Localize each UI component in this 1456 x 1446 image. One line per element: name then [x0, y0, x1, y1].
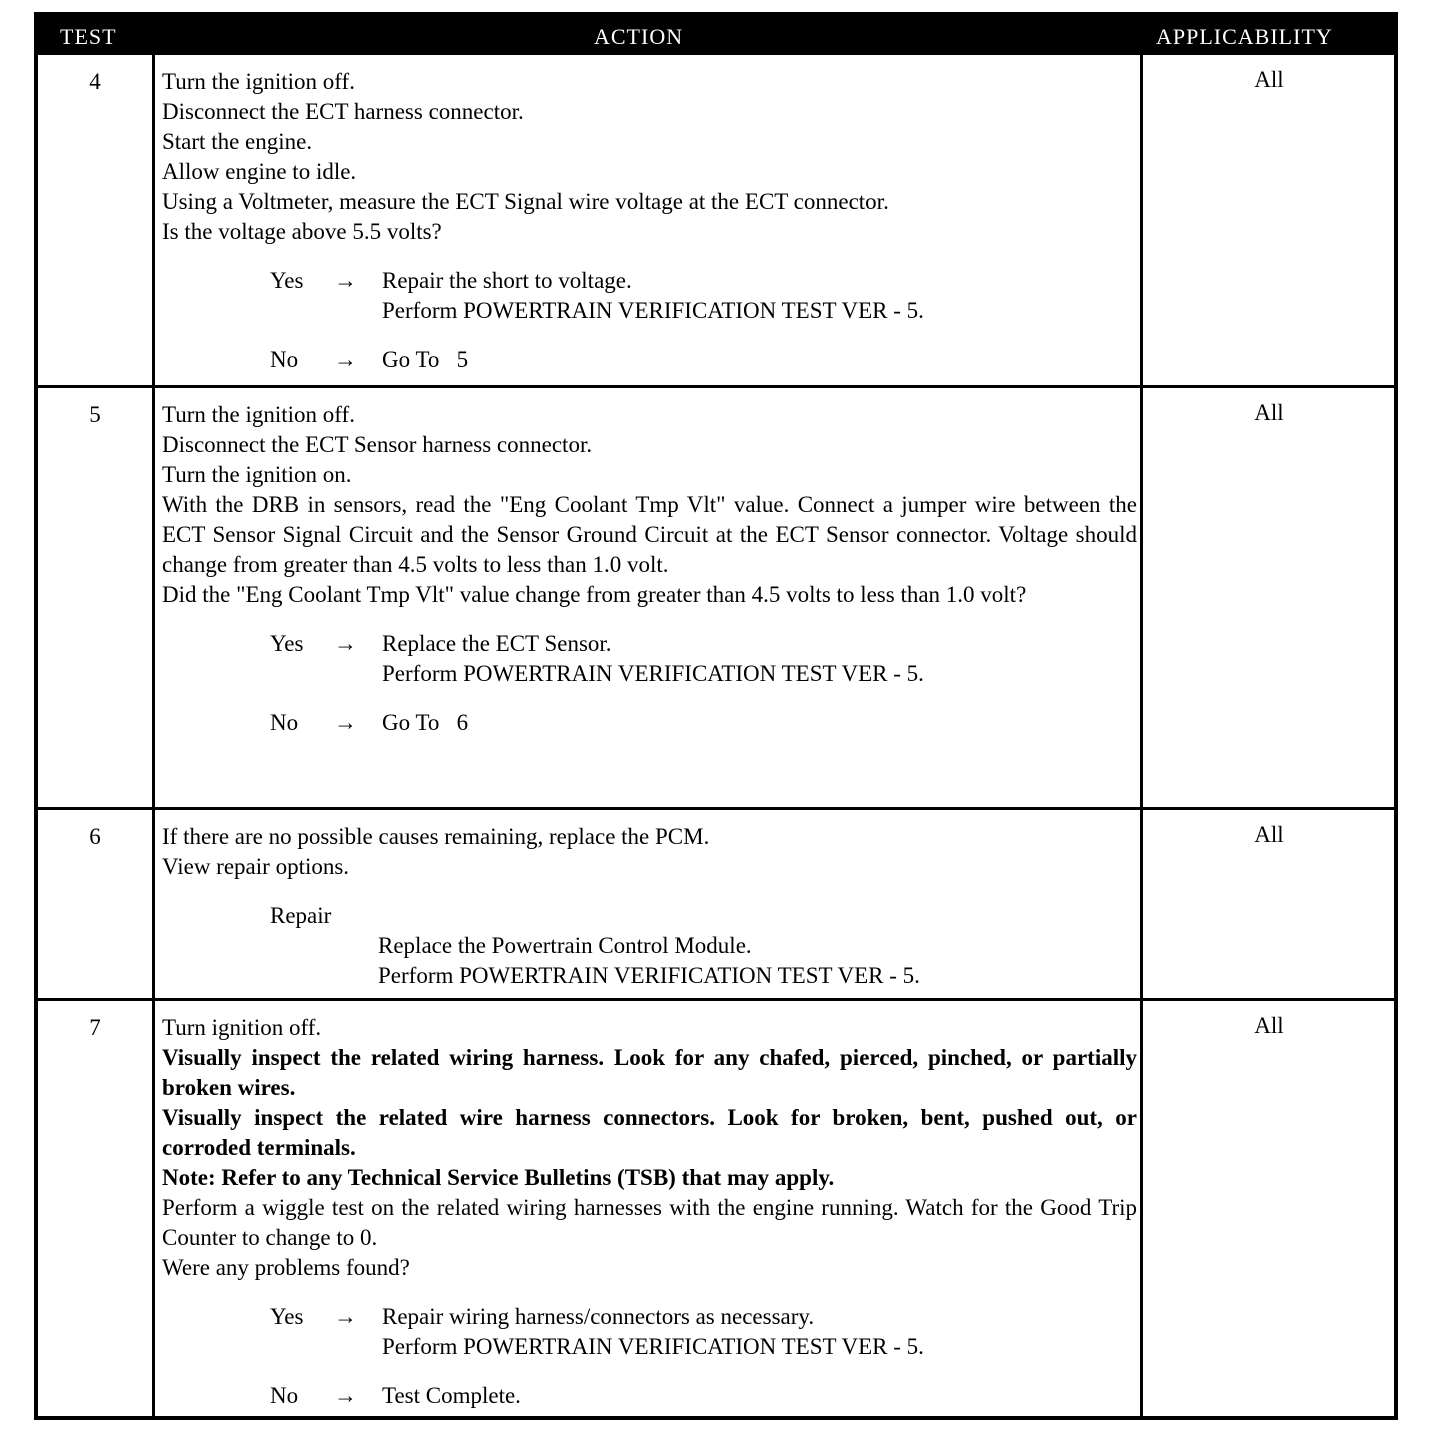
yes-action: Repair wiring harness/connectors as necessary. [382, 1304, 815, 1329]
applicability-cell: All [1254, 822, 1284, 847]
yes-action: Perform POWERTRAIN VERIFICATION TEST VER - 5. [382, 298, 924, 323]
repair-action: Replace the Powertrain Control Module. [378, 933, 752, 958]
action-cell [162, 1013, 1137, 1411]
table-row-test-7 [38, 998, 1394, 1420]
yes-label: Yes [270, 1304, 304, 1329]
arrow-icon: → [334, 1304, 357, 1329]
instruction-line: Turn the ignition off. [162, 69, 355, 94]
no-branch [162, 708, 1137, 738]
repair-action: Perform POWERTRAIN VERIFICATION TEST VER - 5. [378, 963, 920, 988]
instruction-line: Turn the ignition off. [162, 402, 355, 427]
bold-instruction: Visually inspect the related wire harness connectors. Look for broken, bent, pushed out, or corroded terminals. [162, 1105, 1137, 1160]
no-action: Go To [382, 347, 440, 372]
question-line: Were any problems found? [162, 1255, 410, 1280]
yes-action: Perform POWERTRAIN VERIFICATION TEST VER - 5. [382, 1334, 924, 1359]
repair-label: Repair [270, 903, 332, 928]
diagnostic-test-table [34, 12, 1398, 1420]
no-label: No [270, 1383, 299, 1408]
table-row-test-6 [38, 807, 1394, 998]
arrow-icon: → [334, 347, 357, 372]
applicability-cell: All [1254, 400, 1284, 425]
action-cell [162, 67, 1137, 375]
arrow-icon: → [334, 1383, 357, 1408]
instruction-line: Allow engine to idle. [162, 159, 357, 184]
yes-label: Yes [270, 268, 304, 293]
header-test: TEST [60, 24, 117, 49]
no-action: Go To [382, 710, 440, 735]
applicability-cell: All [1254, 67, 1284, 92]
instruction-line: Start the engine. [162, 129, 313, 154]
yes-branch [162, 629, 1137, 689]
table-header [38, 16, 1394, 55]
question-line: Did the "Eng Coolant Tmp Vlt" value change from greater than 4.5 volts to less than 1.0 volt? [162, 582, 1027, 607]
bold-note: Note: Refer to any Technical Service Bulletins (TSB) that may apply. [162, 1165, 835, 1190]
instruction-line: If there are no possible causes remaining, replace the PCM. [162, 824, 710, 849]
goto-target: 5 [456, 347, 469, 372]
action-cell [162, 400, 1137, 738]
instruction-paragraph: With the DRB in sensors, read the "Eng Coolant Tmp Vlt" value. Connect a jumper wire between the ECT Sensor Signal Circuit and the Sensor Ground Circuit at the ECT Sensor connector. Voltage should change from greater than 4.5 volts to less than 1.0 volt. [162, 492, 1137, 577]
question-line: Is the voltage above 5.5 volts? [162, 219, 442, 244]
no-label: No [270, 347, 299, 372]
test-number: 6 [89, 824, 101, 849]
header-applicability: APPLICABILITY [1156, 24, 1333, 49]
yes-branch [162, 266, 1137, 326]
no-branch [162, 345, 1137, 375]
arrow-icon: → [334, 268, 357, 293]
table-row-test-4 [38, 52, 1394, 385]
arrow-icon: → [334, 631, 357, 656]
arrow-icon: → [334, 710, 357, 735]
test-number: 7 [89, 1015, 101, 1040]
yes-action: Perform POWERTRAIN VERIFICATION TEST VER - 5. [382, 661, 924, 686]
no-branch [162, 1381, 1137, 1411]
test-number: 5 [89, 402, 101, 427]
table-row-test-5 [38, 385, 1394, 807]
goto-target: 6 [456, 710, 469, 735]
header-action: ACTION [594, 24, 684, 49]
applicability-cell: All [1254, 1013, 1284, 1038]
test-number: 4 [89, 69, 101, 94]
no-label: No [270, 710, 299, 735]
instruction-line: Using a Voltmeter, measure the ECT Signal wire voltage at the ECT connector. [162, 189, 889, 214]
action-cell [162, 822, 1137, 991]
instruction-line: Disconnect the ECT Sensor harness connector. [162, 432, 593, 457]
instruction-line: Disconnect the ECT harness connector. [162, 99, 524, 124]
yes-action: Repair the short to voltage. [382, 268, 632, 293]
bold-instruction: Visually inspect the related wiring harness. Look for any chafed, pierced, pinched, or partially broken wires. [162, 1045, 1137, 1100]
instruction-line: Turn the ignition on. [162, 462, 352, 487]
instruction-line: Turn ignition off. [162, 1015, 322, 1040]
yes-label: Yes [270, 631, 304, 656]
no-action: Test Complete. [382, 1383, 521, 1408]
instruction-line: View repair options. [162, 854, 350, 879]
instruction-paragraph: Perform a wiggle test on the related wiring harnesses with the engine running. Watch for the Good Trip Counter to change to 0. [162, 1195, 1137, 1250]
yes-action: Replace the ECT Sensor. [382, 631, 612, 656]
yes-branch [162, 1302, 1137, 1362]
